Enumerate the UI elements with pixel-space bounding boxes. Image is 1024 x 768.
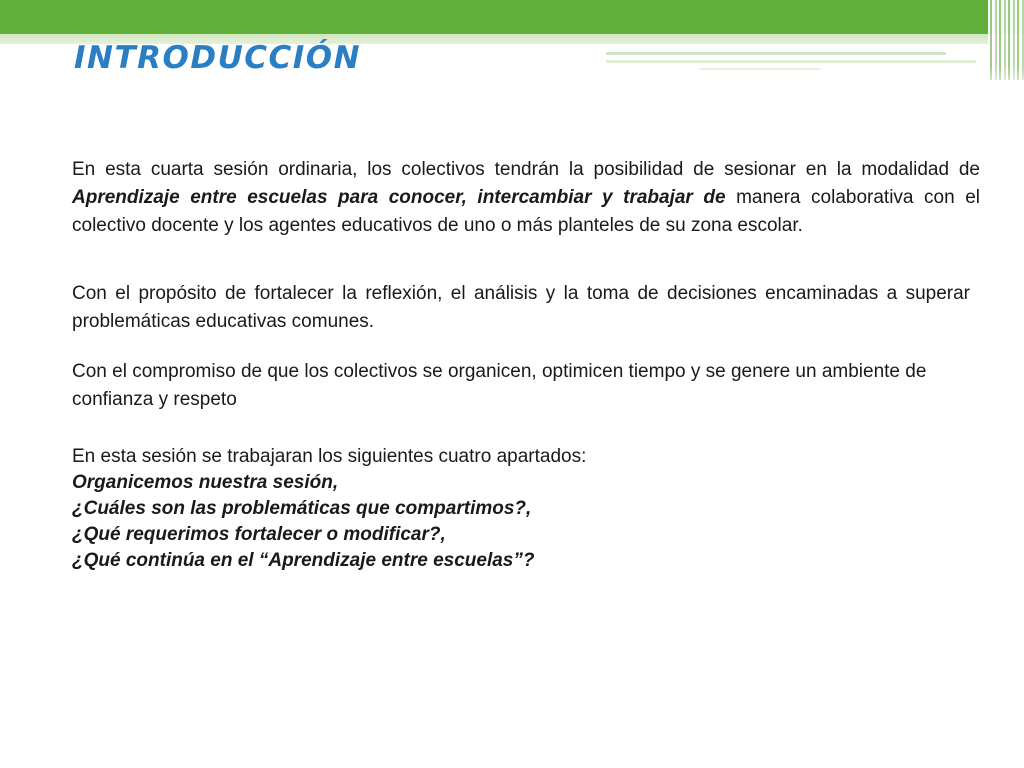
section-item: ¿Qué requerimos fortalecer o modificar?, — [72, 524, 446, 545]
header-accent-line — [606, 52, 946, 55]
header-accent-line — [700, 68, 820, 70]
slide-body — [72, 156, 980, 574]
paragraph-session-modality — [72, 156, 980, 240]
paragraph-lead-text: En esta cuarta sesión ordinaria, los colectivos tendrán la posibilidad de sesionar en la modalidad de — [72, 159, 980, 180]
paragraph-commitment: Con el compromiso de que los colectivos se organicen, optimicen tiempo y se genere un ambiente de confianza y respeto — [72, 361, 927, 410]
section-item: ¿Cuáles son las problemáticas que compartimos?, — [72, 498, 532, 519]
section-item: ¿Qué continúa en el “Aprendizaje entre escuelas”? — [72, 550, 535, 571]
sections-intro: En esta sesión se trabajaran los siguientes cuatro apartados: — [72, 446, 587, 467]
corner-stripes-fade — [988, 66, 1024, 96]
header-green-band — [0, 0, 1024, 34]
paragraph-emphasis-text: Aprendizaje entre escuelas para conocer, intercambiar y trabajar de — [72, 187, 726, 208]
paragraph-purpose: Con el propósito de fortalecer la reflexión, el análisis y la toma de decisiones encaminadas a superar problemáticas educativas comunes. — [72, 283, 970, 332]
section-item: Organicemos nuestra sesión, — [72, 472, 339, 493]
sections-block — [72, 444, 980, 574]
header-accent-line — [606, 60, 976, 63]
paragraph-tail-text: manera colaborativa con el colectivo docente y los agentes educativos de uno o más planteles de su zona escolar. — [72, 187, 980, 236]
slide-title: INTRODUCCIÓN — [74, 40, 362, 76]
